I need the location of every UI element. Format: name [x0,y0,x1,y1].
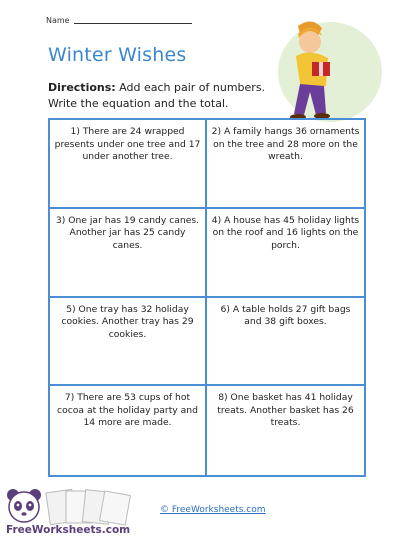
problem-cell: 8) One basket has 41 holiday treats. Another basket has 26 treats. [217,392,354,429]
problem-cell: 7) There are 53 cups of hot cocoa at the holiday party and 14 more are made. [50,386,207,475]
name-label: Name [46,16,70,25]
problem-cell: 1) There are 24 wrapped presents under one tree and 17 under another tree. [50,120,207,209]
directions [48,80,280,112]
problem-cell: 6) A table holds 27 gift bags and 38 gift boxes. [207,298,364,387]
problem-cell: 5) One tray has 32 holiday cookies. Another tray has 29 cookies. [50,298,207,387]
problem-cell: 4) A house has 45 holiday lights on the roof and 16 lights on the porch. [207,209,364,298]
directions-text: Add each pair of numbers. Write the equation and the total. [48,81,266,110]
problem-grid [48,118,366,477]
child-carrying-gift-icon [262,18,382,124]
copyright-link[interactable]: © FreeWorksheets.com [160,505,266,515]
problem-cell: 3) One jar has 19 candy canes. Another jar has 25 candy canes. [50,209,207,298]
name-field [46,16,192,25]
name-blank-line [74,23,192,24]
problem-cell: 2) A family hangs 36 ornaments on the tree and 28 more on the wreath. [207,120,364,209]
logo-wordmark: FreeWorksheets.com [6,524,131,536]
panda-mascot-icon [4,487,144,537]
directions-label: Directions: [48,81,116,94]
worksheet-title: Winter Wishes [48,44,187,66]
